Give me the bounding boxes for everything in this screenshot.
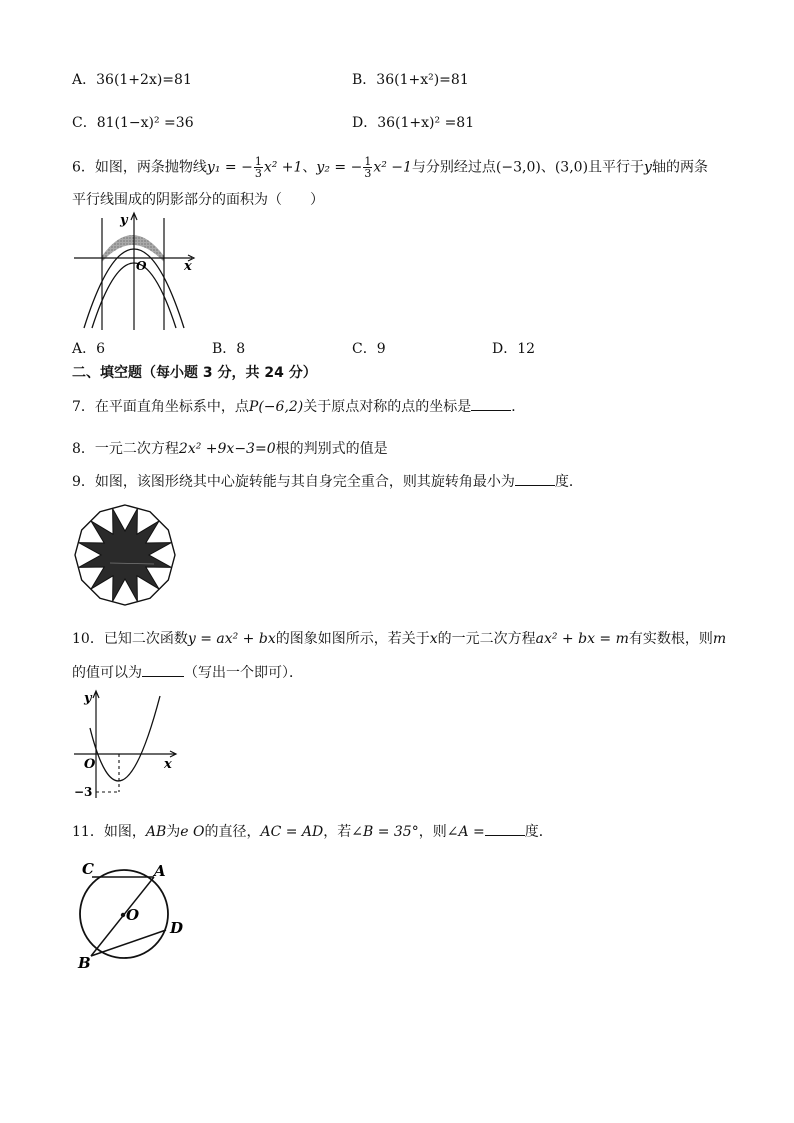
q7-point: P(−6,2) <box>248 399 304 415</box>
q10-line2-suffix: （写出一个即可）． <box>184 665 303 681</box>
q11-angle-a: ∠A = <box>446 824 485 840</box>
answer-blank <box>142 662 184 677</box>
q11-mid2: 的直径， <box>204 824 261 840</box>
q6-end: 轴的两条 <box>651 159 708 176</box>
separator: 、 <box>302 159 317 176</box>
q10-equation: ax² + bx = m <box>535 631 629 647</box>
q10-prefix: 10．已知二次函数 <box>72 631 188 647</box>
fig-neg3-label: −3 <box>74 785 93 799</box>
point-2: (3,0) <box>554 159 589 176</box>
q10-parabola-figure <box>72 688 180 800</box>
q11-prefix: 11．如图， <box>72 824 146 840</box>
q10-m: m <box>712 631 727 647</box>
q11-mid1: 为 <box>166 824 181 840</box>
center-point <box>121 913 125 917</box>
q11-text <box>72 821 553 842</box>
q9-star-polygon-figure <box>72 502 178 608</box>
q11-ab: AB <box>145 824 167 840</box>
q8-prefix: 8．一元二次方程 <box>72 441 179 457</box>
answer-blank <box>471 396 511 411</box>
q8-equation: 2x² +9x−3=0 <box>178 441 276 457</box>
q10-var: x <box>429 631 438 647</box>
y1-lhs: y₁ = − <box>206 159 253 176</box>
q10-line1 <box>72 629 726 649</box>
q7-prefix: 7．在平面直角坐标系中，点 <box>72 399 249 415</box>
frac-num: 1 <box>364 155 372 168</box>
fraction-one-third <box>254 156 263 179</box>
q7-end: ． <box>511 399 526 415</box>
q6-parabola-figure <box>72 210 196 334</box>
option-expr: 36(1+x²)=81 <box>376 72 469 88</box>
q9-end: 度． <box>554 474 583 490</box>
option-label: D． <box>352 115 378 131</box>
answer-blank <box>515 471 555 486</box>
q6-suffix: 且平行于 <box>588 159 645 176</box>
option-label: C． <box>72 115 97 131</box>
q7-suffix: 关于原点对称的点的坐标是 <box>303 399 472 415</box>
frac-num: 1 <box>254 155 262 168</box>
q10-line2 <box>72 662 303 683</box>
fig-x-label: x <box>164 757 172 772</box>
point-1: (−3,0) <box>495 159 541 176</box>
fig-origin-label: O <box>136 259 147 273</box>
frac-den: 3 <box>364 167 372 180</box>
option-expr: 81(1−x)² =36 <box>96 115 194 131</box>
parabola-curve <box>90 696 160 781</box>
q5-option-a <box>72 70 192 90</box>
option-label: B． <box>352 72 377 88</box>
option-expr: 36(1+x)² =81 <box>377 115 475 131</box>
answer-blank <box>485 821 525 836</box>
q6-option-b: B．8 <box>212 341 246 357</box>
q6-option-d: D．12 <box>492 341 536 357</box>
q5-option-c <box>72 113 194 133</box>
q5-option-d <box>352 113 474 133</box>
q5-option-b <box>352 70 469 90</box>
fig-y-label: y <box>84 691 92 706</box>
y-axis-var: y <box>644 159 652 176</box>
fig-x-label: x <box>184 259 192 274</box>
label-c: C <box>82 860 94 878</box>
label-o: O <box>126 906 140 924</box>
q8-suffix: 根的判别式的值是 <box>275 441 388 457</box>
q11-arcs: AC = AD <box>260 824 324 840</box>
q11-mid4: ，则 <box>418 824 447 840</box>
q11-circle: e O <box>180 824 205 840</box>
q11-circle-figure <box>72 856 188 972</box>
q11-end: 度． <box>524 824 553 840</box>
q9-text <box>72 471 583 492</box>
q10-mid: 的图象如图所示，若关于 <box>275 631 430 647</box>
option-expr: 36(1+2x)=81 <box>96 72 192 88</box>
y2-lhs: y₂ = − <box>316 159 363 176</box>
q10-line2-prefix: 的值可以为 <box>72 665 142 681</box>
label-d: D <box>170 919 184 937</box>
frac-den: 3 <box>254 167 262 180</box>
q6-line1 <box>72 156 708 179</box>
option-label: A． <box>72 72 97 88</box>
y2-rhs: x² −1 <box>373 159 412 176</box>
fig-y-label: y <box>120 213 128 228</box>
label-a: A <box>154 862 166 880</box>
q6-mid: 与分别经过点 <box>411 159 496 176</box>
q10-function: y = ax² + bx <box>187 631 276 647</box>
q11-angle-b: ∠B = 35° <box>351 824 419 840</box>
q10-suffix: 有实数根，则 <box>628 631 713 647</box>
q6-line2: 平行线围成的阴影部分的面积为（ ） <box>72 192 324 208</box>
q10-mid2: 的一元二次方程 <box>437 631 536 647</box>
q6-option-a: A．6 <box>72 341 106 357</box>
q7-text <box>72 396 525 417</box>
q8-text <box>72 439 388 459</box>
section-heading: 二、填空题（每小题 3 分，共 24 分） <box>72 365 317 381</box>
q6-option-c: C．9 <box>352 341 386 357</box>
fraction-one-third <box>363 156 372 179</box>
q11-mid3: ，若 <box>323 824 352 840</box>
q9-body: 9．如图，该图形绕其中心旋转能与其自身完全重合，则其旋转角最小为 <box>72 474 515 490</box>
q6-prefix: 6．如图，两条抛物线 <box>72 159 207 176</box>
fig-origin-label: O <box>84 757 96 772</box>
label-b: B <box>78 954 91 972</box>
separator: 、 <box>540 159 555 176</box>
y1-rhs: x² +1 <box>263 159 303 176</box>
